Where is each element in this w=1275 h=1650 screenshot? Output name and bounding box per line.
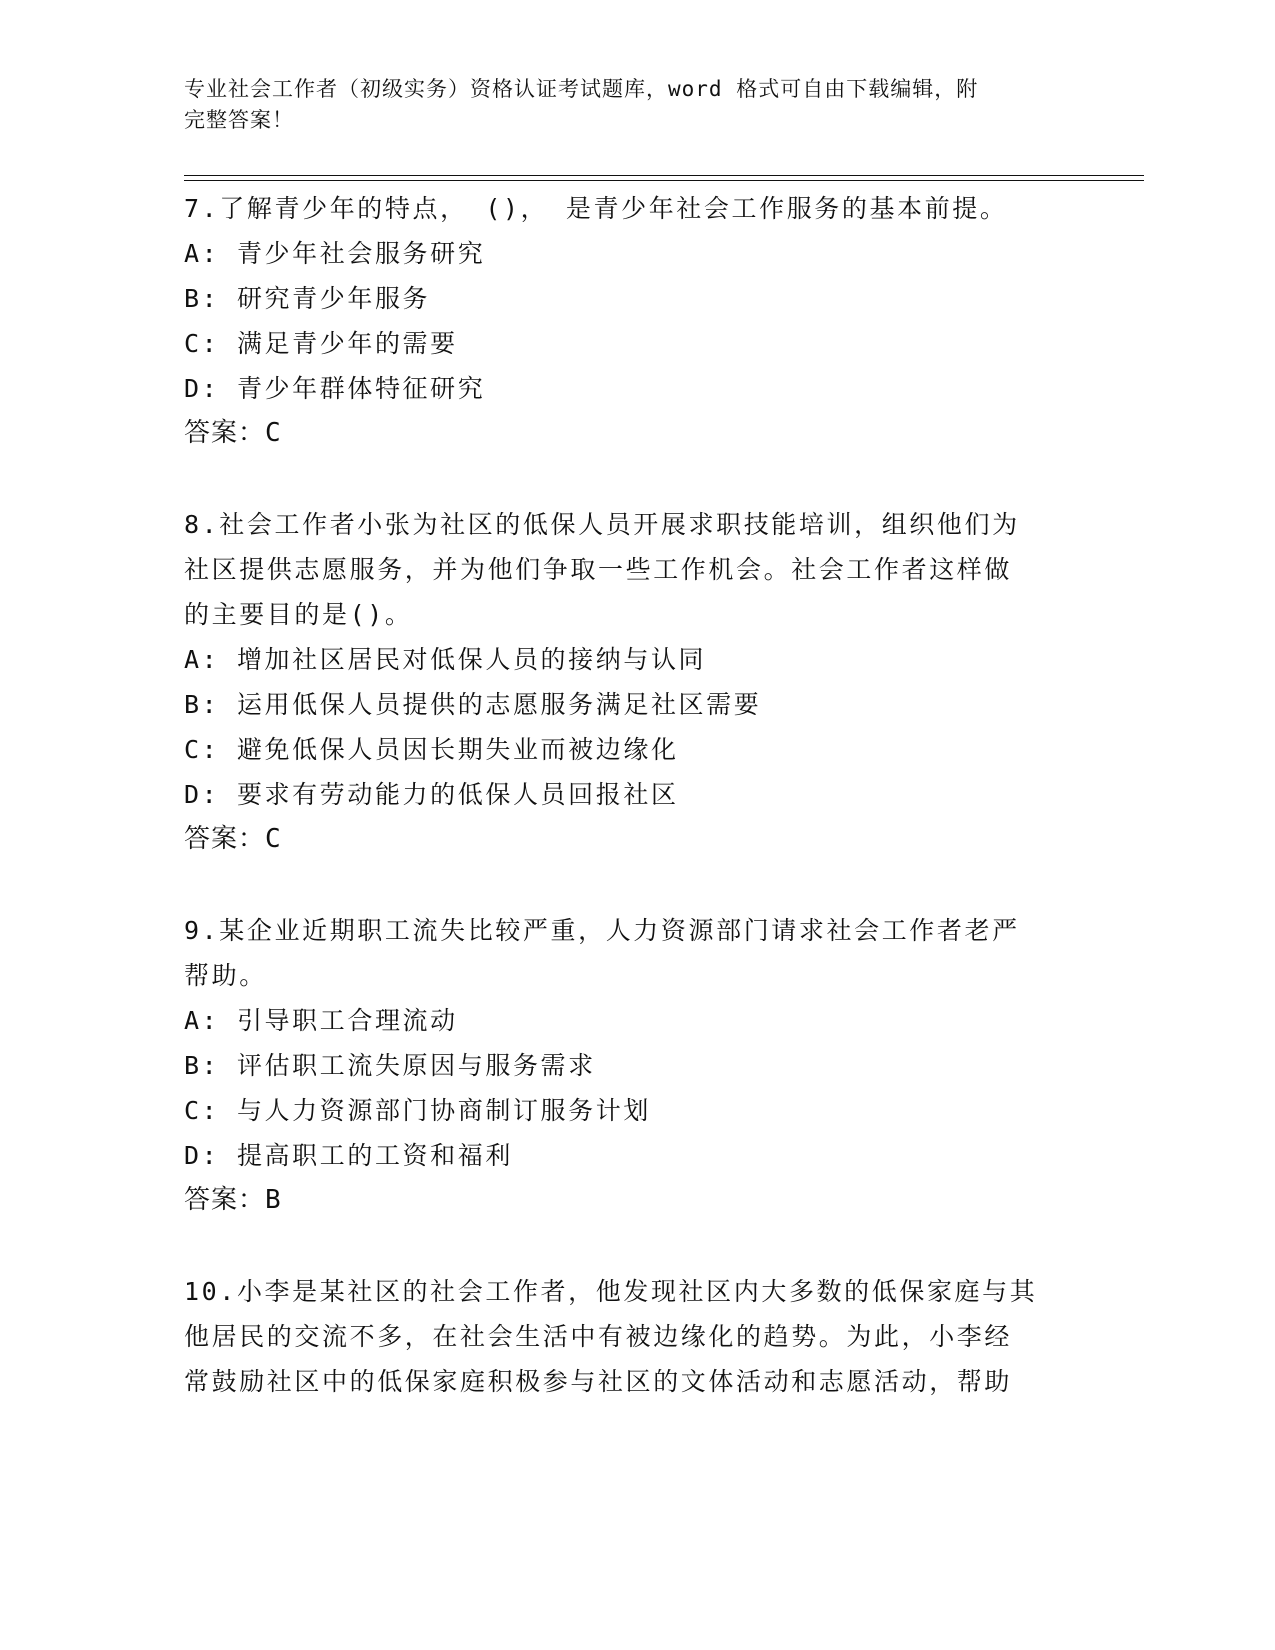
question-spacer bbox=[184, 862, 1084, 908]
question-9-option-c: C: 与人力资源部门协商制订服务计划 bbox=[184, 1096, 651, 1125]
question-8-option-a: A: 增加社区居民对低保人员的接纳与认同 bbox=[184, 645, 707, 674]
question-9-option-b: B: 评估职工流失原因与服务需求 bbox=[184, 1051, 596, 1080]
question-9-stem-line-1: 9.某企业近期职工流失比较严重，人力资源部门请求社会工作者老严 bbox=[184, 916, 1020, 945]
question-10-stem-line-2: 他居民的交流不多，在社会生活中有被边缘化的趋势。为此，小李经 bbox=[184, 1322, 1013, 1351]
question-9 bbox=[184, 908, 1084, 1223]
header-line-1: 专业社会工作者（初级实务）资格认证考试题库，word 格式可自由下载编辑，附 bbox=[184, 77, 979, 101]
header-divider-bottom bbox=[184, 180, 1144, 181]
question-8-option-c: C: 避免低保人员因长期失业而被边缘化 bbox=[184, 735, 679, 764]
question-8-option-b: B: 运用低保人员提供的志愿服务满足社区需要 bbox=[184, 690, 762, 719]
question-9-option-a: A: 引导职工合理流动 bbox=[184, 1006, 458, 1035]
question-10-stem-line-3: 常鼓励社区中的低保家庭积极参与社区的文体活动和志愿活动，帮助 bbox=[184, 1367, 1013, 1396]
question-7 bbox=[184, 186, 1084, 456]
question-8-option-d: D: 要求有劳动能力的低保人员回报社区 bbox=[184, 780, 679, 809]
question-10-stem-line-1: 10.小李是某社区的社会工作者，他发现社区内大多数的低保家庭与其 bbox=[184, 1277, 1038, 1306]
question-7-option-d: D: 青少年群体特征研究 bbox=[184, 374, 486, 403]
question-7-option-b: B: 研究青少年服务 bbox=[184, 284, 431, 313]
question-10 bbox=[184, 1269, 1084, 1404]
question-8-stem-line-3: 的主要目的是()。 bbox=[184, 600, 413, 629]
question-9-stem-line-2: 帮助。 bbox=[184, 961, 267, 990]
question-spacer bbox=[184, 1223, 1084, 1269]
question-list bbox=[184, 186, 1084, 1404]
question-8-stem-line-2: 社区提供志愿服务，并为他们争取一些工作机会。社会工作者这样做 bbox=[184, 555, 1013, 584]
question-spacer bbox=[184, 456, 1084, 502]
question-7-option-c: C: 满足青少年的需要 bbox=[184, 329, 458, 358]
document-header bbox=[184, 74, 1064, 136]
question-7-option-a: A: 青少年社会服务研究 bbox=[184, 239, 486, 268]
header-divider-top bbox=[184, 175, 1144, 176]
question-7-stem-line: 7.了解青少年的特点， ()， 是青少年社会工作服务的基本前提。 bbox=[184, 194, 1008, 223]
header-line-2: 完整答案！ bbox=[184, 108, 294, 132]
question-9-answer: 答案：B bbox=[184, 1185, 282, 1215]
question-8-answer: 答案：C bbox=[184, 824, 282, 854]
question-9-option-d: D: 提高职工的工资和福利 bbox=[184, 1141, 513, 1170]
question-8 bbox=[184, 502, 1084, 862]
question-8-stem-line-1: 8.社会工作者小张为社区的低保人员开展求职技能培训，组织他们为 bbox=[184, 510, 1020, 539]
question-7-answer: 答案：C bbox=[184, 418, 282, 448]
